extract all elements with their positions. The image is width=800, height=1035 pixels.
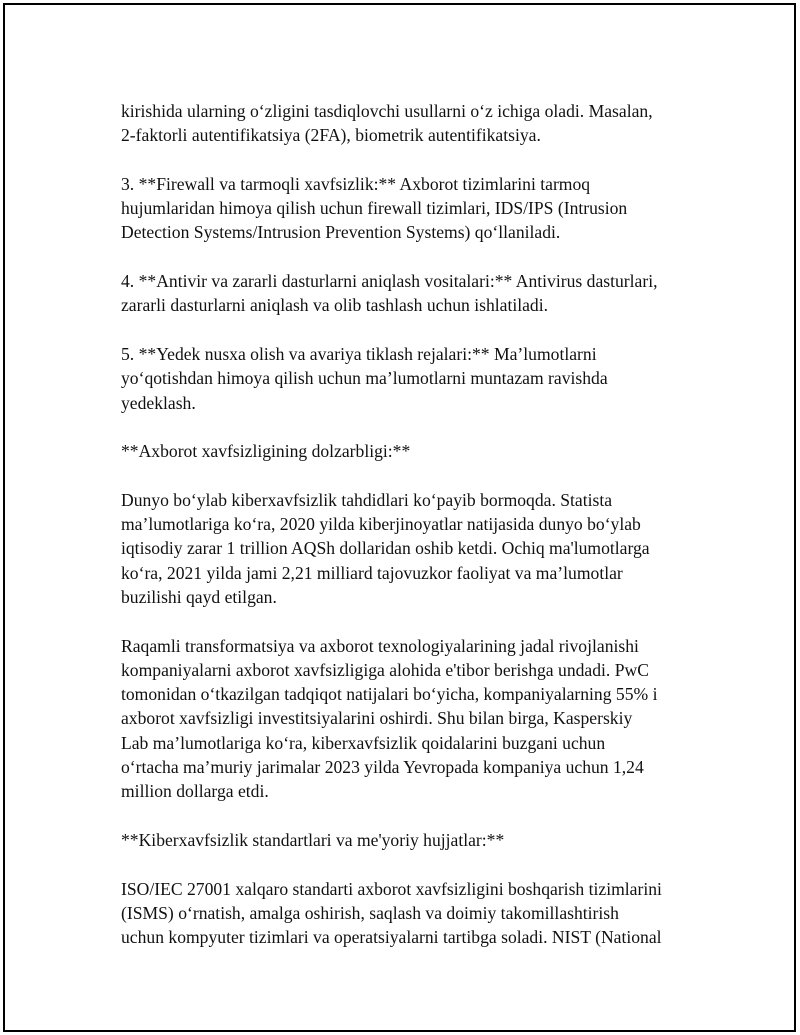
text-line: yoʻqotishdan himoya qilish uchun maʼlumotlarni muntazam ravishda (121, 368, 608, 389)
text-line: (ISMS) oʻrnatish, amalga oshirish, saqlash va doimiy takomillashtirish (121, 902, 619, 923)
paragraph-backup (121, 342, 701, 415)
heading-relevance (121, 439, 701, 463)
heading-standards (121, 828, 701, 852)
paragraph-antivirus (121, 269, 701, 318)
text-line: axborot xavfsizligi investitsiyalarini oshirdi. Shu bilan birga, Kasperskiy (121, 708, 633, 729)
text-line: iqtisodiy zarar 1 trillion AQSh dollaridan oshib ketdi. Ochiq ma'lumotlarga (121, 538, 650, 559)
document-body (121, 99, 701, 974)
text-line: Lab maʼlumotlariga koʻra, kiberxavfsizlik qoidalarini buzgani uchun (121, 732, 606, 753)
text-line: yedeklash. (121, 392, 196, 413)
text-line: hujumlaridan himoya qilish uchun firewall tizimlari, IDS/IPS (Intrusion (121, 198, 628, 219)
text-line: Raqamli transformatsiya va axborot texnologiyalarining jadal rivojlanishi (121, 635, 639, 656)
text-line: **Kiberxavfsizlik standartlari va me'yoriy hujjatlar:** (121, 829, 505, 850)
text-line: Dunyo boʻylab kiberxavfsizlik tahdidlari koʻpayib bormoqda. Statista (121, 489, 613, 510)
text-line: 4. **Antivir va zararli dasturlarni aniqlash vositalari:** Antivirus dasturlari, (121, 271, 658, 292)
paragraph-iso-27001 (121, 877, 701, 950)
paragraph-2fa-continuation (121, 99, 701, 148)
text-line: **Axborot xavfsizligining dolzarbligi:** (121, 441, 411, 462)
text-line: 3. **Firewall va tarmoqli xavfsizlik:** Axborot tizimlarini tarmoq (121, 173, 591, 194)
text-line: oʻrtacha maʼmuriy jarimalar 2023 yilda Yevropada kompaniya uchun 1,24 (121, 757, 644, 778)
text-line: ISO/IEC 27001 xalqaro standarti axborot xavfsizligini boshqarish tizimlarini (121, 878, 662, 899)
text-line: tomonidan oʻtkazilgan tadqiqot natijalari boʻyicha, kompaniyalarning 55% i (121, 684, 658, 705)
text-line: zararli dasturlarni aniqlash va olib tashlash uchun ishlatiladi. (121, 295, 549, 316)
document-page (3, 3, 796, 1032)
text-line: uchun kompyuter tizimlari va operatsiyalarni tartibga soladi. NIST (National (121, 927, 662, 948)
text-line: buzilishi qayd etilgan. (121, 586, 277, 607)
text-line: 2-faktorli autentifikatsiya (2FA), biometrik autentifikatsiya. (121, 125, 541, 146)
paragraph-global-threats (121, 488, 701, 609)
text-line: koʻra, 2021 yilda jami 2,21 milliard tajovuzkor faoliyat va maʼlumotlar (121, 562, 623, 583)
text-line: Detection Systems/Intrusion Prevention Systems) qoʻllaniladi. (121, 222, 561, 243)
text-line: maʼlumotlariga koʻra, 2020 yilda kiberjinoyatlar natijasida dunyo boʻylab (121, 514, 641, 535)
paragraph-firewall (121, 172, 701, 245)
text-line: 5. **Yedek nusxa olish va avariya tiklash rejalari:** Maʼlumotlarni (121, 343, 597, 364)
text-line: kirishida ularning oʻzligini tasdiqlovchi usullarni oʻz ichiga oladi. Masalan, (121, 101, 653, 121)
paragraph-digital-transformation (121, 634, 701, 804)
text-line: kompaniyalarni axborot xavfsizligiga alohida e'tibor berishga undadi. PwC (121, 659, 649, 680)
text-line: million dollarga etdi. (121, 781, 269, 802)
